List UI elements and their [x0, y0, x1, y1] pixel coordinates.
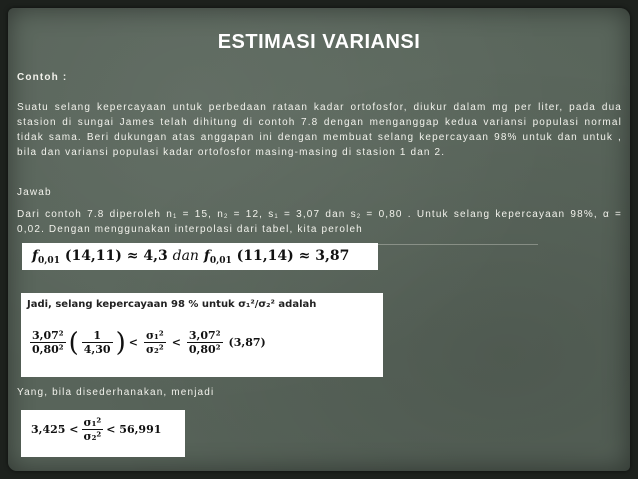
formula-f-values: $f_{0,01}$ (14,11) ≈ 4,3 dan $f_{0,01}$ (11,14) ≈ 3,87	[22, 243, 378, 270]
solution-text: Dari contoh 7.8 diperoleh $n_1 = 15$, $n_2 = 12$, $s_1 = 3,07$ dan $s_2 = 0,80$ . Untuk selang kepercayaan 98%, α = 0,02. Dengan menggunakan interpolasi dari tabel, kita peroleh	[17, 209, 622, 235]
formula-confidence-interval	[21, 293, 383, 377]
simplify-label: Yang, bila disederhanakan, menjadi	[17, 387, 215, 398]
slide-title: ESTIMASI VARIANSI	[217, 31, 421, 53]
underline-rule	[378, 244, 538, 245]
interval-expression: $\frac{\text{3,07²}}{\text{0,80²}}$ ( $\frac{1}{4,30}$ ) < $\frac{\text{σ₁²}}{\text{σ₂²}}$ < $\frac{\text{3,07²}}{\text{0,80²}}$ (3,87)	[32, 327, 266, 358]
result-expression: 3,425 < $\frac{\text{σ₁²}}{\text{σ₂²}}$ < 56,991	[31, 416, 162, 443]
jawab-label: Jawab	[17, 187, 52, 198]
formula-result	[21, 410, 185, 457]
problem-text: Suatu selang kepercayaan untuk perbedaan rataan kadar ortofosfor, diukur dalam mg per liter, pada dua stasion di sungai James telah dihitung di contoh 7.8 dengan menganggap kedua variansi populasi normal tidak sama. Beri dukungan atas anggapan ini dengan membuat selang kepercayaan 98% untuk dan untuk , bila dan variansi populasi kadar ortofosfor masing-masing di stasion 1 dan 2.	[17, 102, 622, 158]
contoh-label: Contoh :	[17, 72, 68, 83]
formula-caption: Jadi, selang kepercayaan 98 % untuk σ₁²/σ₂² adalah	[27, 299, 317, 310]
